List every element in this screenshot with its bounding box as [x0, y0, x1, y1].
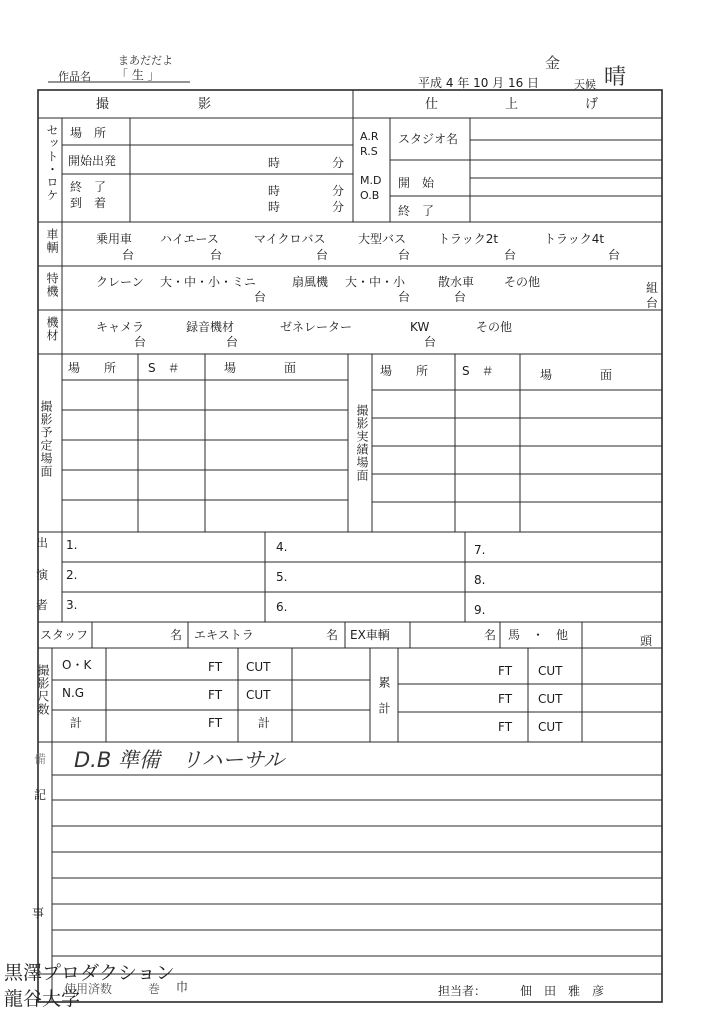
ex-vehicle-unit: 名 [484, 628, 497, 642]
vehicle-truck4t: トラック4t [544, 232, 605, 246]
ng-label: N.G [62, 686, 85, 700]
generator-label: ゼネレーター [280, 320, 353, 334]
special-other-label: その他 [504, 275, 541, 289]
start-minute: 分 [332, 156, 345, 170]
vehicle-bus: 大型バス [358, 232, 407, 246]
end-minute-1: 分 [332, 184, 345, 198]
vehicle-unit-1: 台 [122, 248, 135, 262]
cast-no-8: 8. [474, 573, 486, 587]
equipment-unit-3: 台 [424, 335, 437, 349]
actual-col-scene-no: S ＃ [462, 364, 494, 378]
cast-no-1: 1. [66, 538, 78, 552]
planned-col-scene: 場 面 [224, 361, 297, 375]
finish-label: 終 了 [398, 204, 435, 218]
vehicle-microbus: マイクロバス [254, 232, 326, 246]
date-text: 平成 4 年 10 月 16 日 [418, 76, 540, 90]
cum-ft-1: FT [498, 664, 513, 678]
cum-cut-3: CUT [538, 720, 563, 734]
planned-col-place: 場 所 [68, 361, 117, 375]
fan-sizes: 大・中・小 [345, 275, 406, 289]
end-label-1: 終 了 [70, 180, 107, 194]
vehicle-unit-4: 台 [398, 248, 411, 262]
equipment-unit-1: 台 [134, 335, 147, 349]
cast-side-2: 演 [36, 568, 49, 582]
ob-label: O.B [360, 189, 380, 202]
vehicle-side-label: 車輌 [45, 228, 59, 254]
special-side-label: 特機 [45, 272, 59, 298]
ok-label: O・K [62, 658, 92, 672]
crane-label: クレーン [96, 275, 144, 289]
equipment-other-label: その他 [476, 320, 513, 334]
rs-label: R.S [360, 145, 378, 158]
vehicle-unit-2: 台 [210, 248, 223, 262]
end-minute-2: 分 [332, 200, 345, 214]
extra-unit: 名 [326, 628, 339, 642]
watermark-line-2: 龍谷大学 [4, 988, 81, 1010]
ng-ft: FT [208, 688, 223, 702]
special-unit-1: 台 [254, 290, 267, 304]
planned-col-scene-no: S ＃ [148, 361, 180, 375]
md-label: M.D [360, 174, 382, 187]
begin-label: 開 始 [398, 176, 435, 190]
weekday: 金 [545, 54, 561, 72]
start-label: 開始出発 [68, 154, 117, 168]
equipment-unit-2: 台 [226, 335, 239, 349]
footage-side-label: 撮影尺数 [36, 664, 50, 716]
cum-cut-2: CUT [538, 692, 563, 706]
ok-cut: CUT [246, 660, 271, 674]
roll-count-label: 使用済数 巻 [64, 982, 161, 996]
weather-label: 天候 [574, 78, 596, 91]
fan-label: 扇風機 [292, 275, 329, 289]
water-truck-label: 散水車 [438, 275, 475, 289]
end-label-2: 到 着 [70, 196, 107, 210]
crane-sizes: 大・中・小・ミニ [160, 275, 257, 289]
notes-side-top: 備 [34, 752, 47, 766]
cum-ft-2: FT [498, 692, 513, 706]
kw-label: KW [410, 320, 430, 334]
equipment-side-label: 機材 [45, 316, 59, 342]
total-label: 計 [70, 716, 83, 730]
cast-no-9: 9. [474, 603, 486, 617]
person-name: 佃 田 雅 彦 [520, 984, 605, 998]
special-unit-3: 台 [454, 290, 467, 304]
cast-no-7: 7. [474, 543, 486, 557]
ok-ft: FT [208, 660, 223, 674]
start-hour: 時 [268, 156, 281, 170]
cast-no-2: 2. [66, 568, 78, 582]
special-set-unit: 組 [646, 281, 659, 295]
total-cut: 計 [258, 716, 271, 730]
title-annotation: まあだだよ [118, 54, 173, 67]
staff-unit: 名 [170, 628, 183, 642]
title-label: 作品名 [58, 70, 91, 83]
ex-vehicle-label: EX車輌 [350, 628, 390, 642]
actual-scenes-side-label: 撮影実績場面 [355, 404, 369, 482]
cast-side-1: 出 [36, 536, 49, 550]
ar-label: A.R [360, 130, 379, 143]
cum-cut-1: CUT [538, 664, 563, 678]
planned-scenes-side-label: 撮影予定場面 [39, 400, 53, 478]
cast-no-5: 5. [276, 570, 288, 584]
special-unit-4: 台 [646, 296, 659, 310]
person-label: 担当者： [438, 984, 487, 998]
place-label: 場 所 [70, 126, 107, 140]
notes-handwriting: D.B 準備 リハーサル [74, 748, 285, 772]
end-hour-1: 時 [268, 184, 281, 198]
watermark-line-1: 黒澤プロダクション [4, 962, 175, 984]
vehicle-car: 乗用車 [96, 232, 133, 246]
camera-label: キャメラ [96, 320, 145, 334]
set-loc-side-label: セット・ロケ [45, 124, 59, 202]
staff-label: スタッフ [40, 628, 89, 642]
ng-cut: CUT [246, 688, 271, 702]
studio-label: スタジオ名 [398, 132, 459, 146]
vehicle-truck2t: トラック2t [438, 232, 499, 246]
cast-side-3: 者 [36, 598, 49, 612]
notes-side-mid: 記 [34, 788, 47, 802]
notes-side-bottom: 事 [32, 906, 45, 920]
horse-label: 馬 ・ 他 [508, 628, 569, 642]
extra-label: エキストラ [194, 628, 254, 642]
vehicle-unit-3: 台 [316, 248, 329, 262]
actual-col-place: 場 所 [380, 364, 429, 378]
section-finish: 仕 上 げ [425, 97, 602, 112]
title-value: 「 生 」 [116, 68, 160, 82]
end-hour-2: 時 [268, 200, 281, 214]
vehicle-unit-6: 台 [608, 248, 621, 262]
audio-label: 録音機材 [186, 320, 235, 334]
weather-value: 晴 [604, 65, 627, 90]
section-shoot: 撮 影 [96, 97, 216, 112]
vehicle-hiace: ハイエース [160, 232, 219, 246]
cast-no-4: 4. [276, 540, 288, 554]
actual-col-scene: 場 面 [540, 368, 613, 382]
special-unit-2: 台 [398, 290, 411, 304]
cumulative-label: 累計 [377, 676, 391, 728]
cast-no-3: 3. [66, 598, 78, 612]
roll-count-suffix: 巾 [176, 980, 189, 994]
horse-unit: 頭 [640, 634, 653, 648]
vehicle-unit-5: 台 [504, 248, 517, 262]
cum-ft-3: FT [498, 720, 513, 734]
cast-no-6: 6. [276, 600, 288, 614]
total-ft: FT [208, 716, 223, 730]
